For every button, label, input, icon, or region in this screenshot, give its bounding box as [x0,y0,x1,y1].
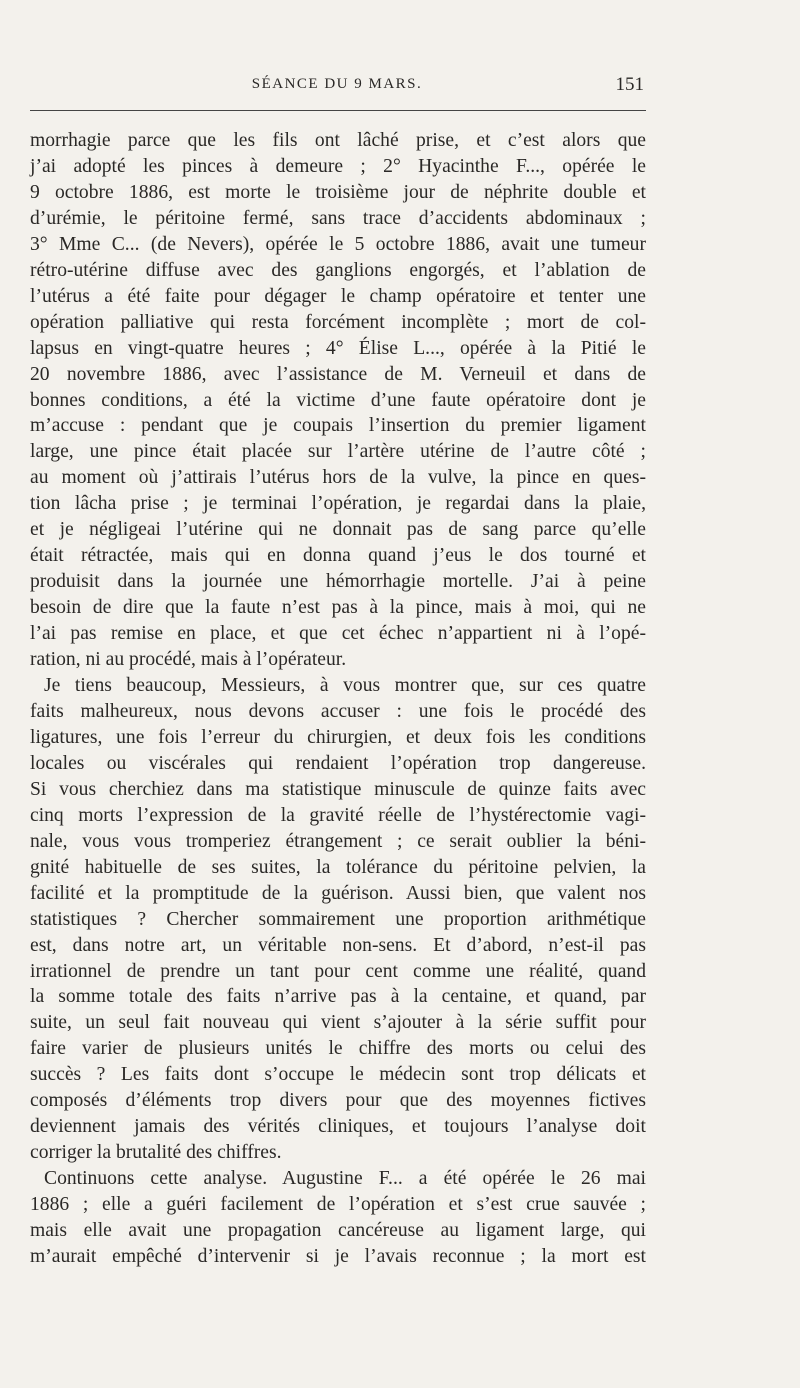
text-line: corriger la brutalité des chiffres. [30,1142,282,1164]
text-line: irrationnel de prendre un tant pour cent comme une réalité, quand [30,960,646,982]
page-number: 151 [615,74,644,95]
text-line: tion lâcha prise ; je terminai l’opération, je regardai dans la plaie, [30,493,646,515]
running-title: SÉANCE DU 9 MARS. [251,76,423,92]
text-line: produisit dans la journée une hémorrhagie mortelle. J’ai à peine [30,571,646,593]
text-line: faits malheureux, nous devons accuser : une fois le procédé des [30,700,646,722]
text-line: était rétractée, mais qui en donna quand j’eus le dos tourné et [30,545,646,567]
text-line: nale, vous vous tromperiez étrangement ; ce serait oublier la béni- [30,830,646,852]
text-line: 9 octobre 1886, est morte le troisième jour de néphrite double et [30,181,646,203]
page-header [30,74,644,104]
text-line: statistiques ? Chercher sommairement une proportion arithmétique [30,908,646,930]
text-line: morrhagie parce que les fils ont lâché prise, et c’est alors que [30,130,646,151]
text-line: gnité habituelle de ses suites, la tolérance du péritoine pelvien, la [30,856,646,878]
text-line: locales ou viscérales qui rendaient l’opération trop dangereuse. [30,752,646,774]
text-line: Je tiens beaucoup, Messieurs, à vous montrer que, sur ces quatre [44,675,646,697]
text-line: m’accuse : pendant que je coupais l’insertion du premier ligament [30,415,646,437]
text-line: large, une pince était placée sur l’artère utérine de l’autre côté ; [30,441,646,463]
text-line: j’ai adopté les pinces à demeure ; 2° Hyacinthe F..., opérée le [30,155,646,177]
text-line: opération palliative qui resta forcément incomplète ; mort de col- [30,311,646,333]
text-line: ligatures, une fois l’erreur du chirurgien, et deux fois les conditions [30,726,646,748]
text-line: cinq morts l’expression de la gravité réelle de l’hystérectomie vagi- [30,804,646,826]
text-line: 1886 ; elle a guéri facilement de l’opération et s’est crue sauvée ; [30,1194,646,1216]
text-line: composés d’éléments trop divers pour que des moyennes fictives [30,1090,646,1112]
text-line: mais elle avait une propagation cancéreuse au ligament large, qui [30,1220,646,1242]
text-line: succès ? Les faits dont s’occupe le médecin sont trop délicats et [30,1064,646,1086]
text-line: au moment où j’attirais l’utérus hors de la vulve, la pince en ques- [30,467,646,489]
text-line: ration, ni au procédé, mais à l’opérateur. [30,649,347,671]
text-line: Si vous cherchiez dans ma statistique minuscule de quinze faits avec [30,778,646,800]
text-line: l’utérus a été faite pour dégager le champ opératoire et tenter une [30,285,646,307]
text-line: la somme totale des faits n’arrive pas à la centaine, et quand, par [30,986,646,1008]
header-rule [30,110,646,111]
text-line: bonnes conditions, a été la victime d’une faute opératoire dont je [30,389,646,411]
text-line: deviennent jamais des vérités cliniques, et toujours l’analyse doit [30,1116,646,1138]
text-line: est, dans notre art, un véritable non-sens. Et d’abord, n’est-il pas [30,934,646,956]
text-line: facilité et la promptitude de la guérison. Aussi bien, que valent nos [30,882,646,904]
text-line: besoin de dire que la faute n’est pas à la pince, mais à moi, qui ne [30,597,646,619]
body-text [30,128,646,1270]
text-line: rétro-utérine diffuse avec des ganglions engorgés, et l’ablation de [30,259,646,281]
text-line: lapsus en vingt-quatre heures ; 4° Élise L..., opérée à la Pitié le [30,337,646,359]
text-line: suite, un seul fait nouveau qui vient s’ajouter à la série suffit pour [30,1012,646,1034]
text-line: 3° Mme C... (de Nevers), opérée le 5 octobre 1886, avait une tumeur [30,233,646,255]
text-line: m’aurait empêché d’intervenir si je l’avais reconnue ; la mort est [30,1245,646,1267]
text-line: d’urémie, le péritoine fermé, sans trace d’accidents abdominaux ; [30,207,646,229]
text-line: faire varier de plusieurs unités le chiffre des morts ou celui des [30,1038,646,1060]
text-line: Continuons cette analyse. Augustine F... a été opérée le 26 mai [44,1168,646,1190]
text-line: l’ai pas remise en place, et que cet échec n’appartient ni à l’opé- [30,623,646,645]
text-line: et je négligeai l’utérine qui ne donnait pas de sang parce qu’elle [30,519,646,541]
text-line: 20 novembre 1886, avec l’assistance de M. Verneuil et dans de [30,363,646,385]
